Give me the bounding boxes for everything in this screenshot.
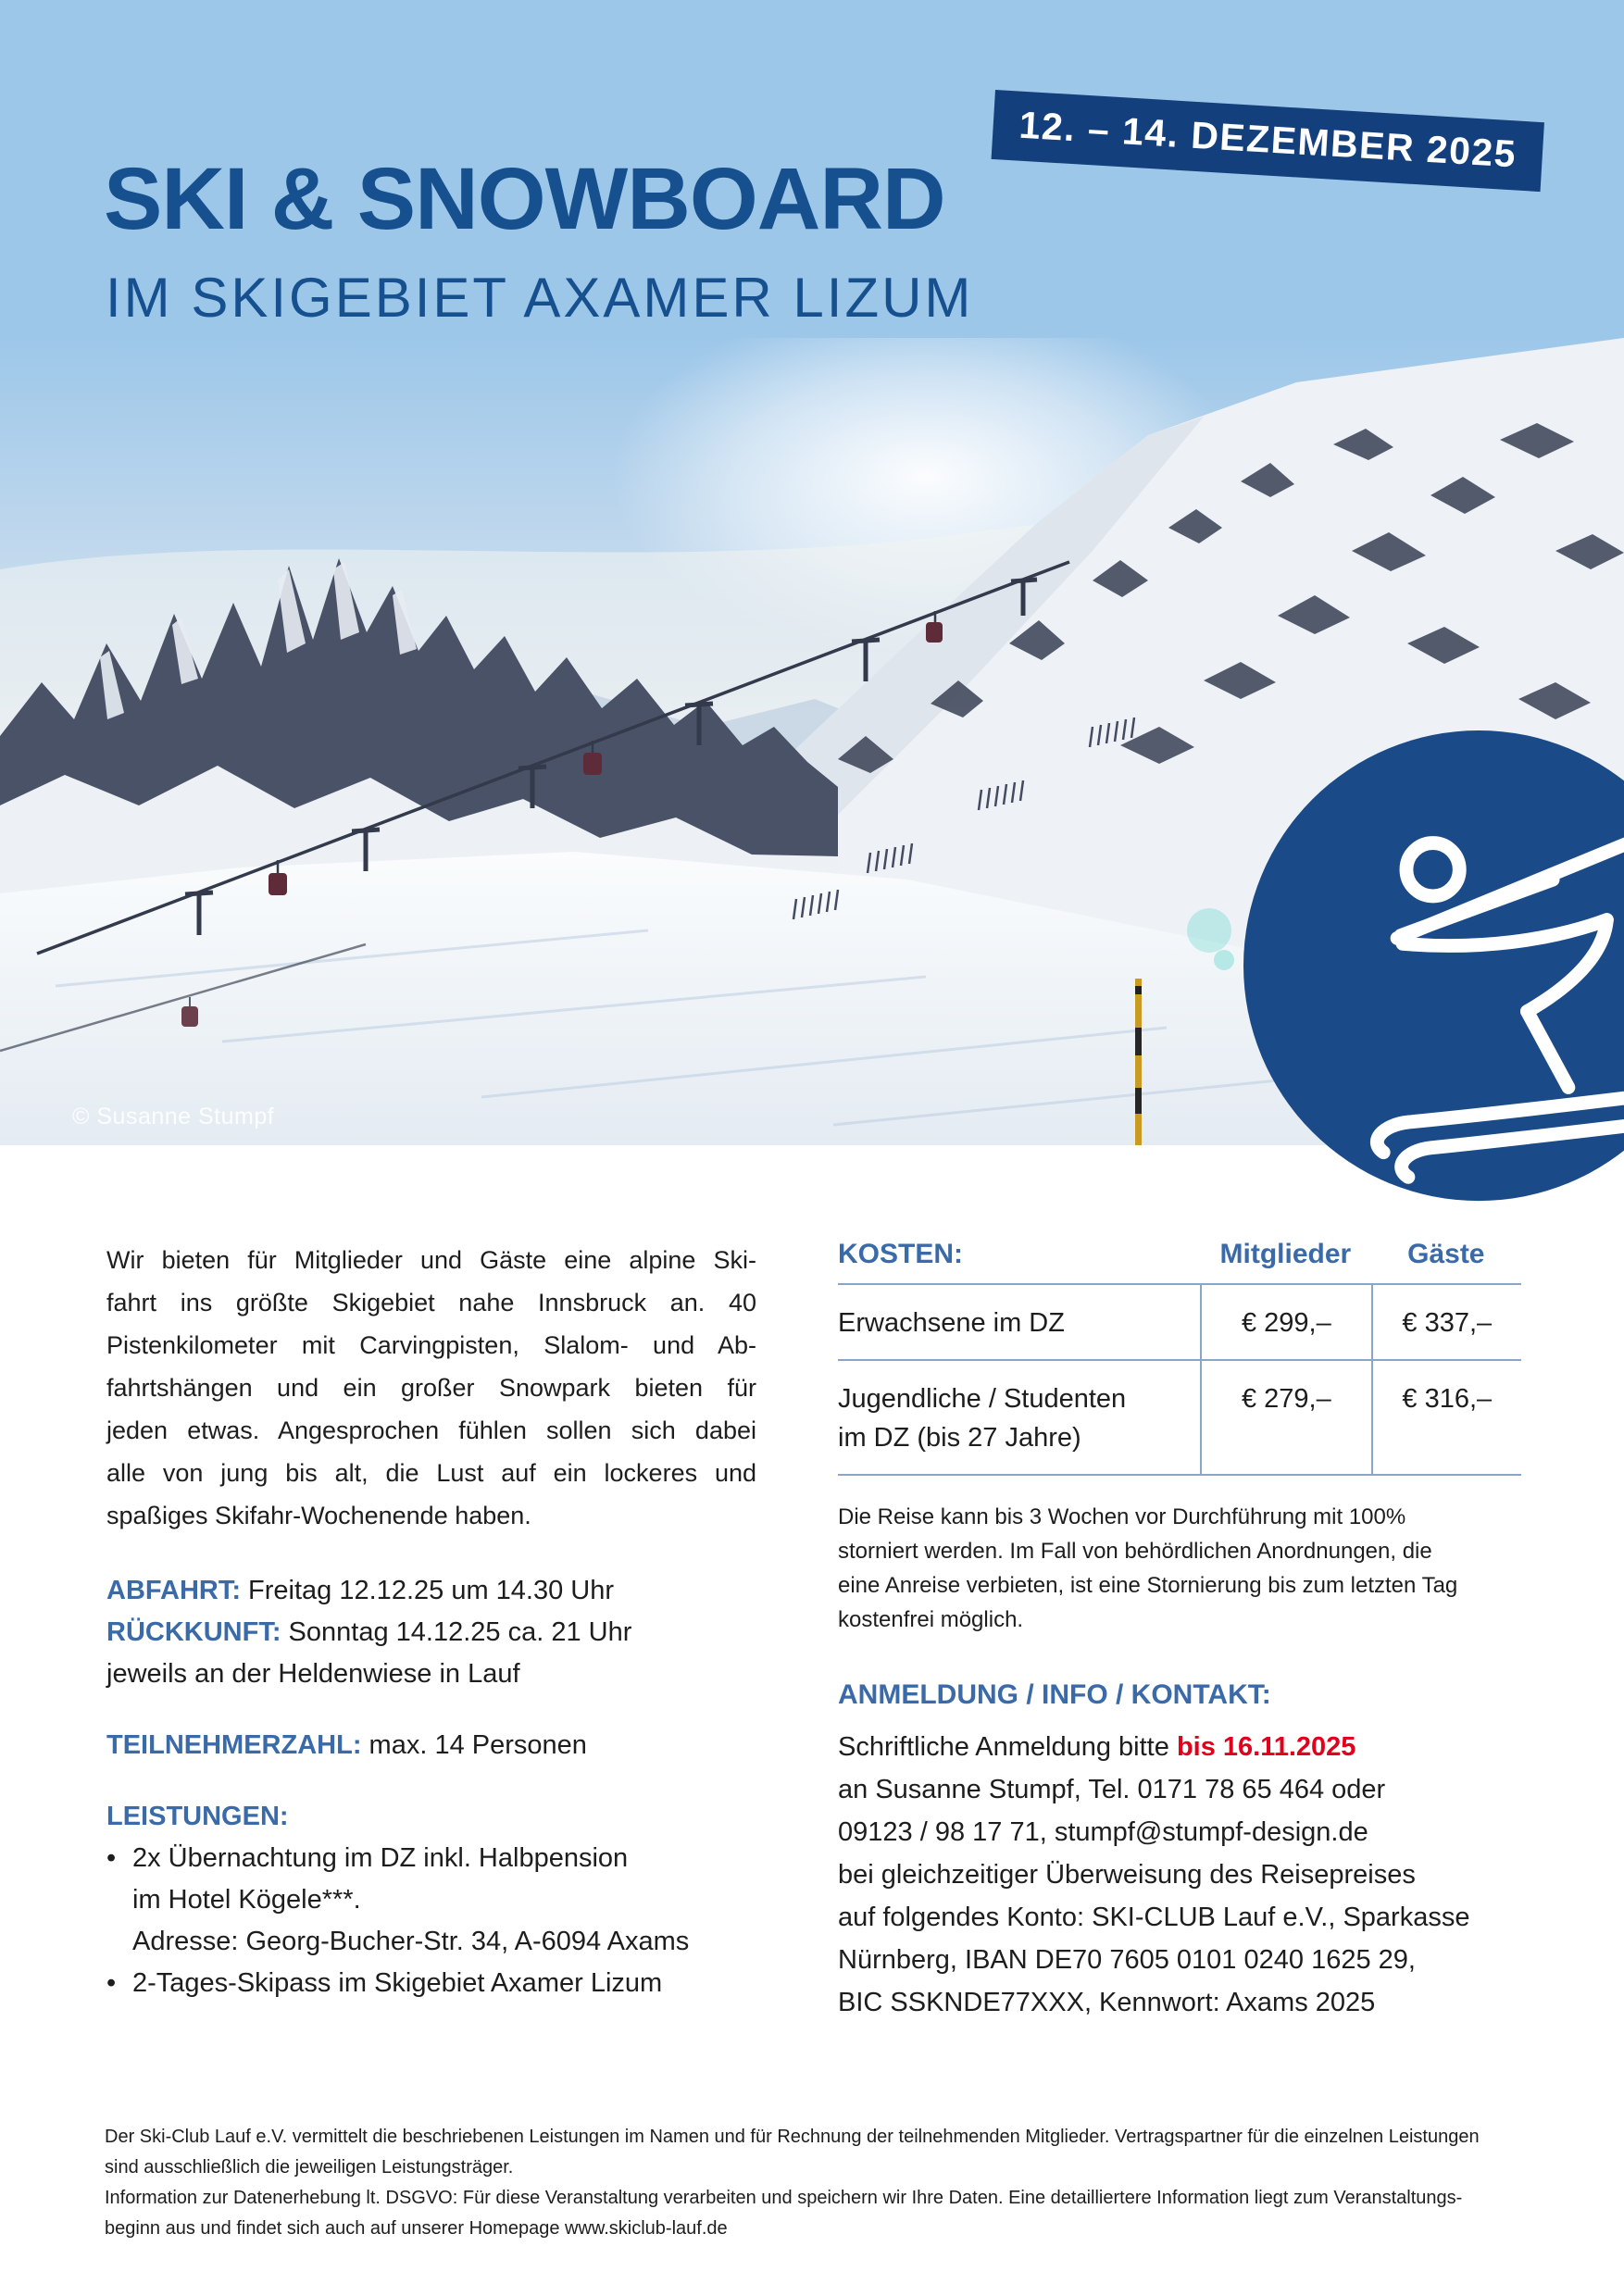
homepage-link[interactable]: www.skiclub-lauf.de (565, 2218, 728, 2239)
bullet-glyph: • (106, 1843, 117, 1873)
photo-credit: © Susanne Stumpf (72, 1104, 275, 1129)
anmeldung-line (838, 1726, 1521, 1768)
header (0, 0, 1624, 338)
storno-line: eine Anreise verbieten, ist eine Stornierung bis zum letzten Tag (838, 1573, 1458, 1598)
anmeldung-section (838, 1679, 1521, 2024)
intro-line: Pistenkilometer mit Carvingpisten, Slalom- und Ab- (106, 1331, 756, 1359)
storno-note (838, 1500, 1521, 1637)
footer-line: sind ausschließlich die jeweiligen Leistungsträger. (105, 2157, 514, 2177)
leistungen-item-cont: im Hotel Kögele***. (132, 1885, 361, 1915)
kosten-col-gaeste: Gäste (1407, 1239, 1485, 1269)
rueckkunft-label: RÜCKKUNFT: (106, 1617, 281, 1647)
email-link[interactable]: stumpf@stumpf-design.de (1054, 1817, 1368, 1847)
abfahrt-label: ABFAHRT: (106, 1576, 241, 1605)
kosten-col-mitglieder: Mitglieder (1219, 1239, 1352, 1269)
anmeldung-line (838, 1811, 1521, 1853)
anmeldung-label: ANMELDUNG / INFO / KONTAKT: (838, 1679, 1271, 1710)
date-banner: 12. – 14. DEZEMBER 2025 (992, 90, 1545, 192)
teilnehmer-label: TEILNEHMERZAHL: (106, 1730, 362, 1760)
footer-line4-text: beginn aus und findet sich auch auf unserer Homepage (105, 2218, 566, 2239)
footer-line (105, 2214, 1586, 2244)
deadline-date: bis 16.11.2025 (1176, 1732, 1356, 1762)
main-content (106, 1239, 1521, 2024)
table-row (838, 1359, 1521, 1476)
intro-line: alle von jung bis alt, die Lust auf ein lockeres und (106, 1459, 756, 1487)
intro-line: fahrt ins größte Skigebiet nahe Innsbruck an. 40 (106, 1289, 756, 1316)
leistungen-item-text: 2-Tages-Skipass im Skigebiet Axamer Lizum (132, 1968, 663, 1998)
storno-line: storniert werden. Im Fall von behördlichen Anordnungen, die (838, 1539, 1432, 1564)
intro-line: Wir bieten für Mitglieder und Gäste eine alpine Ski- (106, 1246, 756, 1274)
teilnehmer-line (106, 1725, 756, 1766)
location-line: jeweils an der Heldenwiese in Lauf (106, 1659, 520, 1689)
leistungen-item-cont: Adresse: Georg-Bucher-Str. 34, A-6094 Axams (132, 1927, 690, 1956)
rueckkunft-line (106, 1612, 756, 1653)
right-column (838, 1239, 1521, 2024)
ski-club-logo (1243, 730, 1624, 1206)
storno-line: kostenfrei möglich. (838, 1607, 1024, 1632)
kosten-row-label-line2: im DZ (bis 27 Jahre) (838, 1423, 1081, 1453)
legal-footer (105, 2122, 1586, 2244)
kosten-price-mitglieder: € 279,– (1200, 1361, 1371, 1474)
anmeldung-line: bei gleichzeitiger Überweisung des Reisepreises (838, 1860, 1416, 1890)
leistungen-item (106, 1838, 756, 1879)
rueckkunft-value: Sonntag 14.12.25 ca. 21 Uhr (281, 1617, 632, 1647)
anmeldung-line: Nürnberg, IBAN DE70 7605 0101 0240 1625 29, (838, 1945, 1416, 1975)
anmeldung-phone: 09123 / 98 17 71, (838, 1817, 1055, 1847)
intro-line: fahrtshängen und ein großer Snowpark bieten für (106, 1374, 756, 1402)
page-title: SKI & SNOWBOARD (104, 150, 945, 248)
anmeldung-line1-text: Schriftliche Anmeldung bitte (838, 1732, 1177, 1762)
kosten-label: KOSTEN: (838, 1239, 963, 1269)
footer-line: Information zur Datenerhebung lt. DSGVO: Für diese Veranstaltung verarbeiten und speichern wir Ihre Daten. Eine detailliertere Information liegt zum Veranstaltungs- (105, 2188, 1463, 2208)
intro-line: spaßiges Skifahr-Wochenende haben. (106, 1502, 531, 1529)
storno-line: Die Reise kann bis 3 Wochen vor Durchführung mit 100% (838, 1504, 1406, 1529)
leistungen-item (106, 1963, 756, 2004)
kosten-row-label (838, 1361, 1200, 1474)
anmeldung-line: an Susanne Stumpf, Tel. 0171 78 65 464 oder (838, 1775, 1386, 1804)
left-column (106, 1239, 756, 2024)
kosten-price-mitglieder: € 299,– (1200, 1285, 1371, 1359)
kosten-row-label-line1: Jugendliche / Studenten (838, 1384, 1127, 1414)
abfahrt-value: Freitag 12.12.25 um 14.30 Uhr (241, 1576, 615, 1605)
bullet-glyph: • (106, 1968, 117, 1998)
table-row (838, 1283, 1521, 1359)
intro-paragraph (106, 1239, 756, 1537)
footer-line: Der Ski-Club Lauf e.V. vermittelt die beschriebenen Leistungen im Namen und für Rechnung der teilnehmenden Mitglieder. Vertragspartner für die einzelnen Leistungen (105, 2127, 1480, 2147)
kosten-price-gaeste: € 316,– (1371, 1361, 1521, 1474)
leistungen-label: LEISTUNGEN: (106, 1802, 289, 1831)
downhill-skier-icon (1243, 730, 1624, 1206)
leistungen-item-text: 2x Übernachtung im DZ inkl. Halbpension (132, 1843, 629, 1873)
abfahrt-line (106, 1570, 756, 1612)
kosten-price-gaeste: € 337,– (1371, 1285, 1521, 1359)
intro-line: jeden etwas. Angesprochen fühlen sollen sich dabei (106, 1416, 756, 1444)
anmeldung-line: BIC SSKNDE77XXX, Kennwort: Axams 2025 (838, 1988, 1376, 2017)
teilnehmer-value: max. 14 Personen (361, 1730, 587, 1760)
kosten-header-row (838, 1239, 1521, 1283)
page-subtitle: IM SKIGEBIET AXAMER LIZUM (106, 267, 974, 329)
anmeldung-line: auf folgendes Konto: SKI-CLUB Lauf e.V., Sparkasse (838, 1903, 1470, 1932)
kosten-row-label: Erwachsene im DZ (838, 1308, 1065, 1338)
